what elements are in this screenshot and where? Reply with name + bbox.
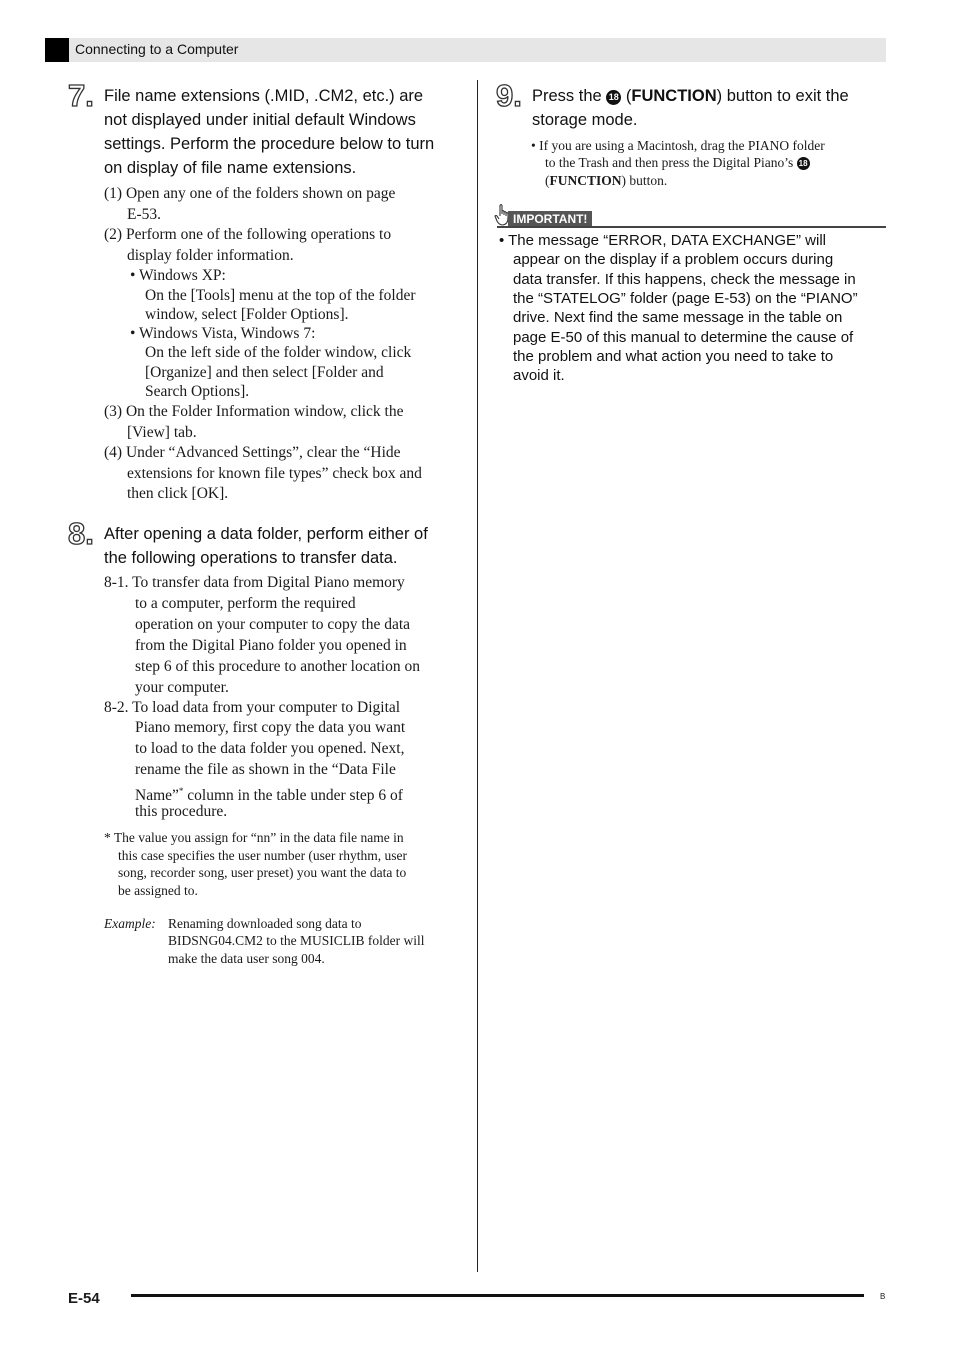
step-9-text: ) button to exit the: [716, 87, 849, 105]
step-7-bullet: • Windows Vista, Windows 7:: [130, 325, 316, 342]
step-7-item: [View] tab.: [127, 424, 197, 441]
page-number: E-54: [68, 1290, 100, 1307]
step-8-item: 8-1. To transfer data from Digital Piano memory: [104, 574, 405, 591]
footnote-line: * The value you assign for “nn” in the data file name in: [104, 830, 404, 845]
step-8-item: your computer.: [135, 679, 229, 696]
important-line: the problem and what action you need to take to: [513, 348, 834, 365]
important-line: page E-50 of this manual to determine the cause of: [513, 329, 854, 346]
step-8-item: to a computer, perform the required: [135, 595, 356, 612]
step-7-bullet: • Windows XP:: [130, 267, 226, 284]
column-divider: [477, 80, 478, 1272]
step-8-item: rename the file as shown in the “Data File: [135, 761, 396, 778]
important-line: the “STATELOG” folder (page E-53) on the “PIANO”: [513, 290, 858, 307]
step-8-item: this procedure.: [135, 803, 228, 820]
example-label: Example:: [104, 916, 156, 931]
step-7-item: (1) Open any one of the folders shown on page: [104, 185, 396, 202]
function-button-number-icon: 18: [606, 90, 621, 105]
footer-rule: [131, 1294, 864, 1297]
important-line: avoid it.: [513, 367, 565, 384]
step-8-number: 8.: [68, 516, 94, 551]
step-7-item: Search Options].: [145, 383, 250, 400]
footnote-line: be assigned to.: [118, 883, 198, 898]
step-7-item: window, select [Folder Options].: [145, 306, 349, 323]
footnote-marker: *: [178, 786, 184, 796]
footer-mark: B: [880, 1292, 886, 1301]
step-7-item: (2) Perform one of the following operations to: [104, 226, 392, 243]
function-button-number-icon: 18: [797, 157, 810, 170]
step-7-heading-line: File name extensions (.MID, .CM2, etc.) are: [104, 87, 424, 105]
important-label: IMPORTANT!: [508, 211, 592, 227]
step-8-item: from the Digital Piano folder you opened in: [135, 637, 407, 654]
step-9-text: Press the: [532, 87, 602, 105]
step-7-item: On the [Tools] menu at the top of the folder: [145, 287, 416, 304]
step-8-heading-line: After opening a data folder, perform either of: [104, 525, 428, 543]
step-8-item: operation on your computer to copy the data: [135, 616, 411, 633]
important-line: drive. Next find the same message in the table on: [513, 309, 843, 326]
step-7-heading: [104, 84, 434, 180]
step-7-number: 7.: [68, 78, 94, 113]
step-7-item: display folder information.: [127, 247, 294, 264]
step-7-item: (3) On the Folder Information window, click the: [104, 403, 404, 420]
step-9-heading: [532, 84, 849, 132]
section-title: Connecting to a Computer: [75, 41, 239, 57]
step-7-item: (4) Under “Advanced Settings”, clear the “Hide: [104, 444, 401, 461]
footnote-line: this case specifies the user number (user rhythm, user: [118, 848, 408, 863]
section-header-bar: [45, 38, 886, 62]
step-9-bullet-line: (FUNCTION) button.: [545, 173, 668, 188]
step-9-number: 9.: [496, 78, 522, 113]
important-rule: [497, 226, 886, 228]
step-8-item: 8-2. To load data from your computer to Digital: [104, 699, 401, 716]
header-marker: [45, 38, 69, 62]
function-label: FUNCTION: [549, 173, 622, 188]
example-line: BIDSNG04.CM2 to the MUSICLIB folder will: [168, 933, 425, 948]
step-7-heading-line: on display of file name extensions.: [104, 159, 357, 177]
footnote-line: song, recorder song, user preset) you want the data to: [118, 865, 407, 880]
step-8-text: Name”: [135, 787, 179, 805]
example-line: make the data user song 004.: [168, 951, 325, 966]
step-7-heading-line: settings. Perform the procedure below to turn: [104, 135, 435, 153]
step-8-item: to load to the data folder you opened. Next,: [135, 740, 405, 757]
important-line: • The message “ERROR, DATA EXCHANGE” will: [499, 232, 826, 249]
step-8-item: step 6 of this procedure to another location on: [135, 658, 420, 675]
step-7-item: then click [OK].: [127, 485, 229, 502]
step-9-heading-line: Press the 18 (FUNCTION) button to exit the: [532, 87, 849, 105]
important-line: data transfer. If this happens, check the message in: [513, 271, 856, 288]
step-8-heading-line: the following operations to transfer data.: [104, 549, 398, 567]
step-8-text: column in the table under step 6 of: [183, 787, 403, 805]
step-7-item: extensions for known file types” check box and: [127, 465, 422, 482]
step-9-heading-line: storage mode.: [532, 111, 638, 129]
step-7-item: On the left side of the folder window, click: [145, 344, 412, 361]
step-8-heading: [104, 522, 428, 570]
step-9-text: ) button.: [621, 173, 668, 188]
function-label: FUNCTION: [631, 87, 717, 105]
example-line: Renaming downloaded song data to: [168, 916, 362, 931]
important-line: appear on the display if a problem occurs during: [513, 251, 834, 268]
step-8-item: Piano memory, first copy the data you want: [135, 719, 406, 736]
step-7-item: [Organize] and then select [Folder and: [145, 364, 384, 381]
step-9-bullet-line: [545, 154, 810, 172]
step-9-bullet: • If you are using a Macintosh, drag the PIANO folder: [531, 138, 825, 153]
step-7-heading-line: not displayed under initial default Windows: [104, 111, 416, 129]
step-7-item: E-53.: [127, 206, 162, 223]
step-9-text: to the Trash and then press the Digital Piano’s: [545, 155, 794, 170]
